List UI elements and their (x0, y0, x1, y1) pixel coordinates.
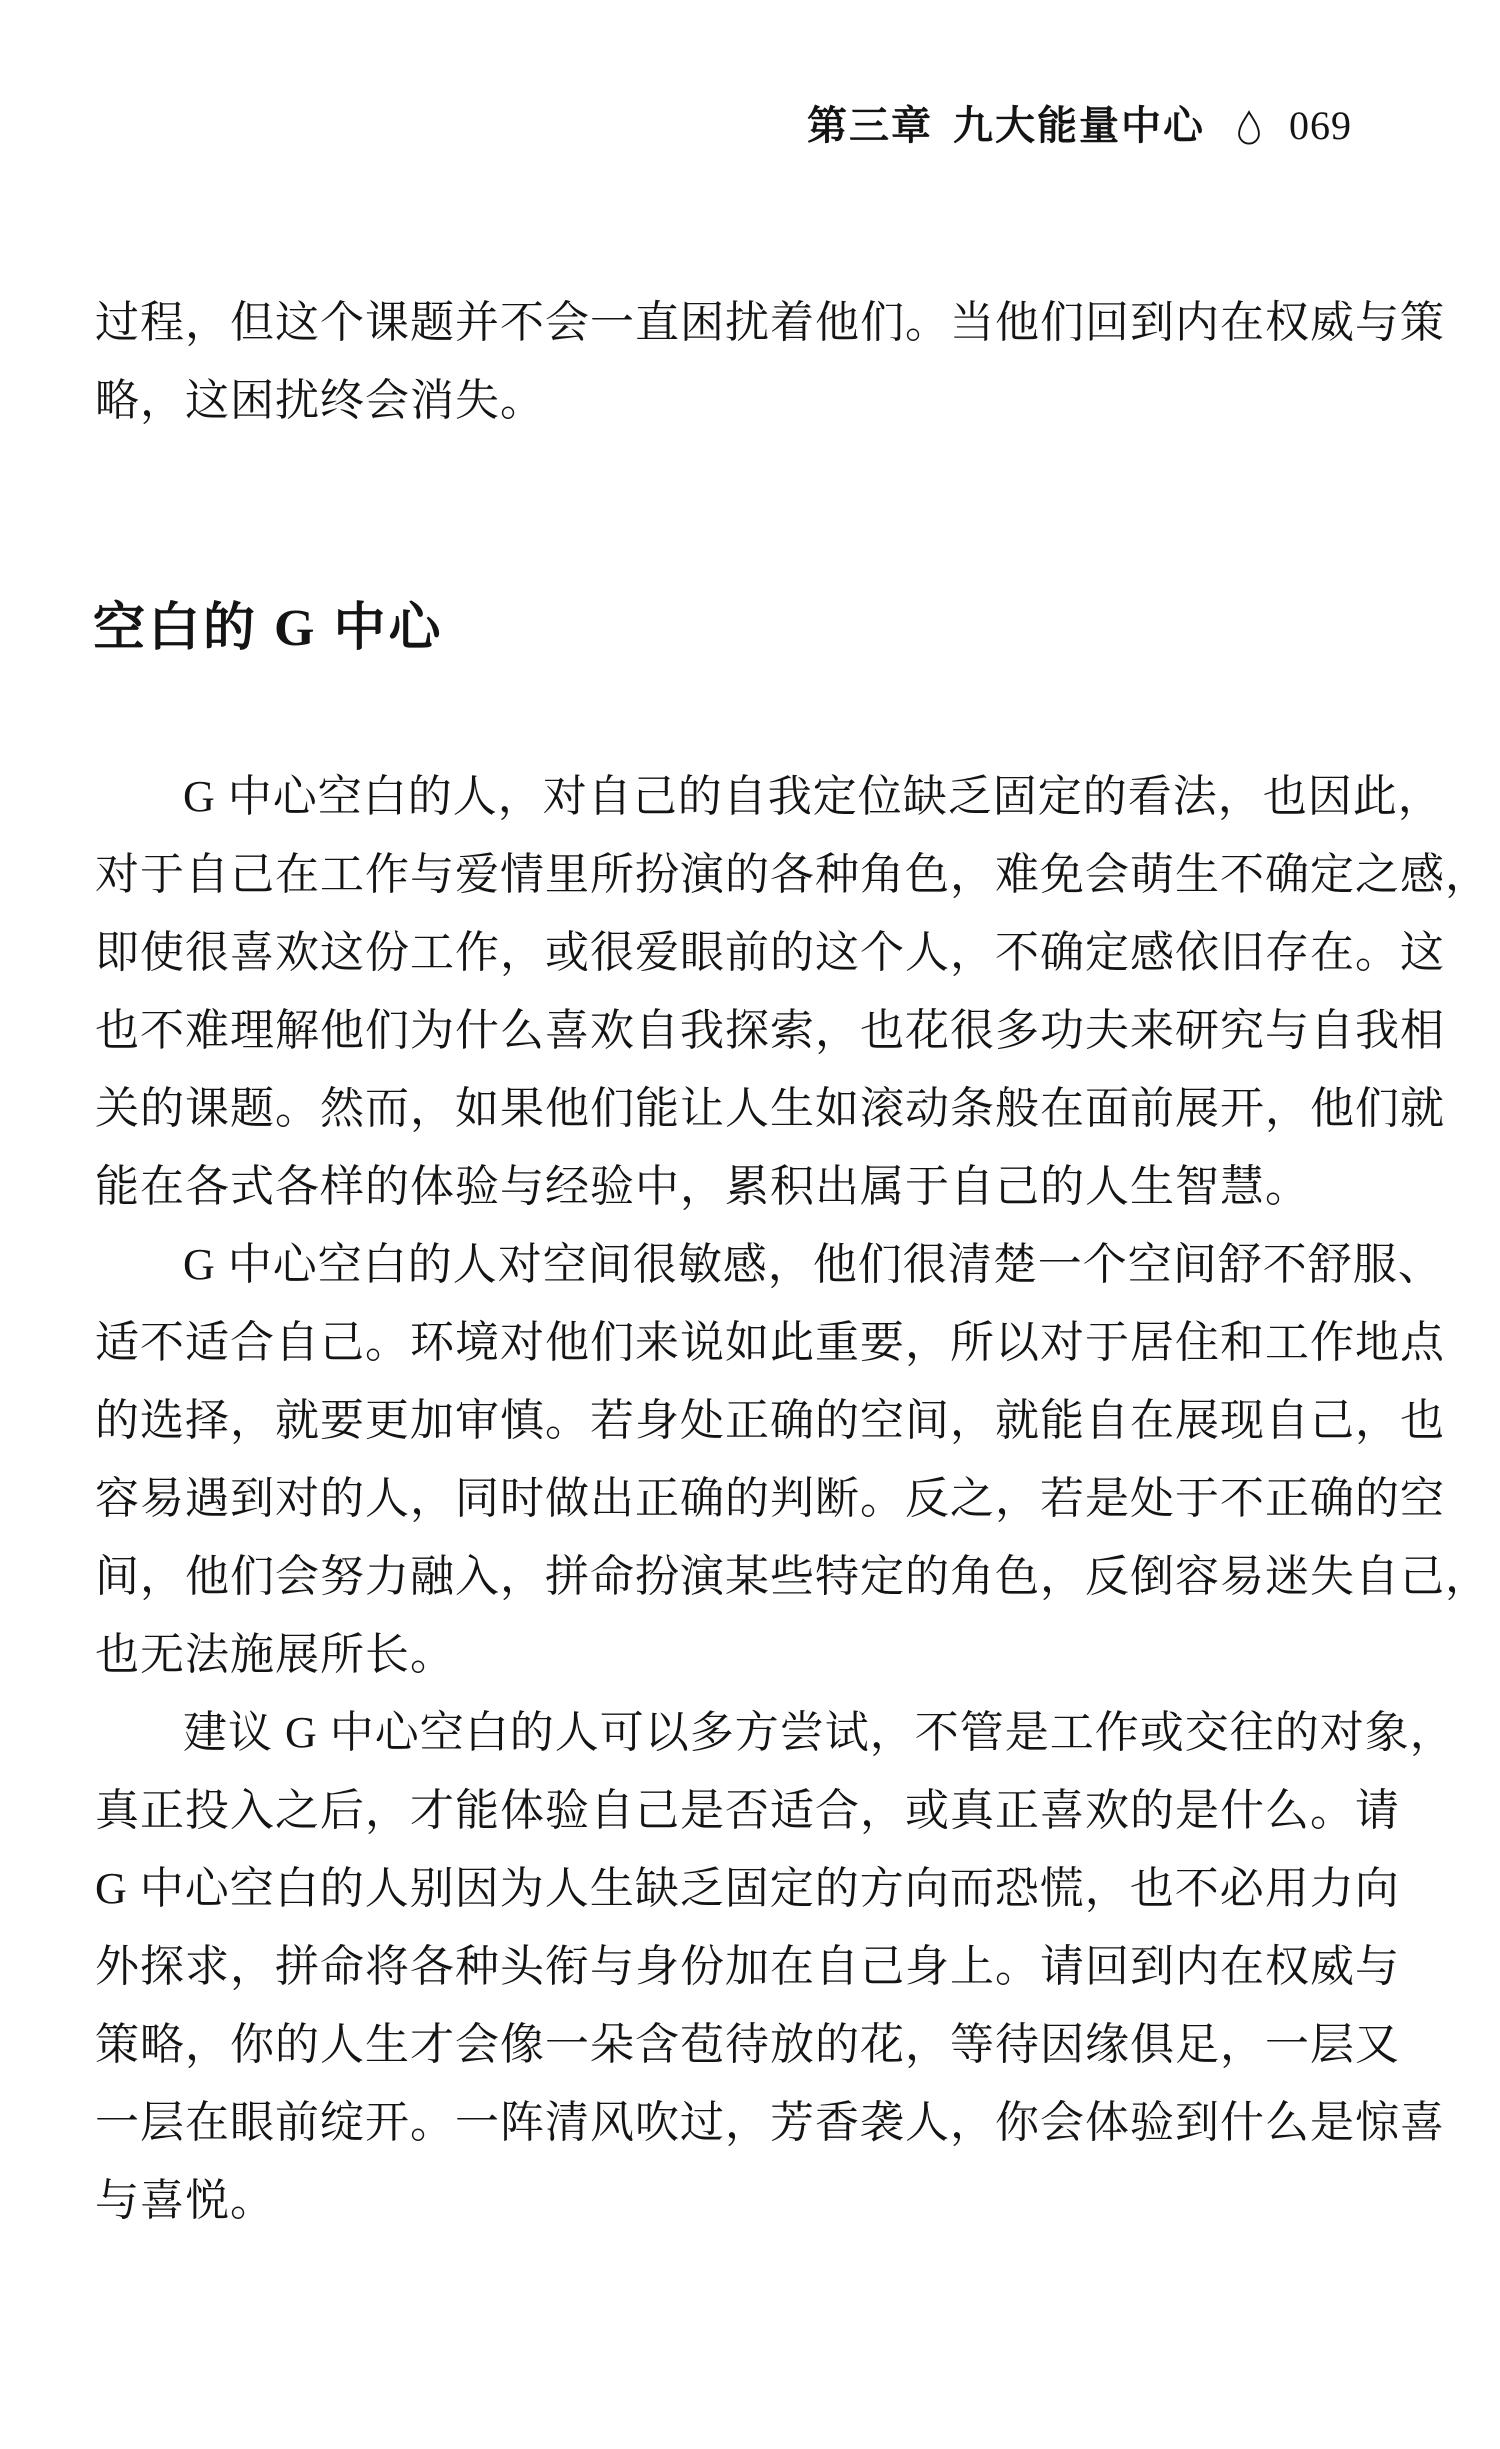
page-number: 069 (1289, 103, 1352, 148)
text-line: 一层在眼前绽开。一阵清风吹过，芳香袭人，你会体验到什么是惊喜 (95, 2098, 1445, 2147)
paragraph (95, 1694, 1455, 2240)
intro-paragraph (95, 284, 1445, 440)
text-line: 即使很喜欢这份工作，或很爱眼前的这个人，不确定感依旧存在。这 (95, 928, 1445, 977)
text-line: 策略，你的人生才会像一朵含苞待放的花，等待因缘俱足，一层又 (95, 2020, 1400, 2069)
text-line: 真正投入之后，才能体验自己是否适合，或真正喜欢的是什么。请 (95, 1786, 1400, 1835)
text-line: G 中心空白的人对空间很敏感，他们很清楚一个空间舒不舒服、 (183, 1240, 1443, 1289)
chapter-title: 九大能量中心 (953, 103, 1205, 148)
text-line: 也不难理解他们为什么喜欢自我探索，也花很多功夫来研究与自我相 (95, 1006, 1445, 1055)
text-line: 容易遇到对的人，同时做出正确的判断。反之，若是处于不正确的空 (95, 1474, 1445, 1523)
text-line: G 中心空白的人，对自己的自我定位缺乏固定的看法，也因此， (183, 772, 1443, 821)
text-line: 外探求，拼命将各种头衔与身份加在自己身上。请回到内在权威与 (95, 1942, 1400, 1991)
text-line: 过程，但这个课题并不会一直困扰着他们。当他们回到内在权威与策 (95, 298, 1445, 347)
text-line: 适不适合自己。环境对他们来说如此重要，所以对于居住和工作地点 (95, 1318, 1445, 1367)
paragraph (95, 1226, 1490, 1694)
page-header (0, 102, 1352, 150)
text-line: 与喜悦。 (95, 2176, 275, 2225)
section-paragraphs (95, 758, 1490, 2240)
text-line: 略，这困扰终会消失。 (95, 376, 545, 425)
text-line: 对于自己在工作与爱情里所扮演的各种角色，难免会萌生不确定之感， (95, 850, 1490, 899)
text-line: 的选择，就要更加审慎。若身处正确的空间，就能自在展现自己，也 (95, 1396, 1445, 1445)
text-line: 关的课题。然而，如果他们能让人生如滚动条般在面前展开，他们就 (95, 1084, 1445, 1133)
text-line: 也无法施展所长。 (95, 1630, 455, 1679)
text-line: 建议 G 中心空白的人可以多方尝试，不管是工作或交往的对象， (183, 1708, 1455, 1757)
water-drop-icon (1235, 110, 1263, 148)
text-line: G 中心空白的人别因为人生缺乏固定的方向而恐慌，也不必用力向 (95, 1864, 1400, 1913)
paragraph (95, 758, 1490, 1226)
section-heading: 空白的 G 中心 (93, 600, 444, 657)
text-line: 能在各式各样的体验与经验中，累积出属于自己的人生智慧。 (95, 1162, 1310, 1211)
chapter-label: 第三章 (807, 103, 933, 148)
text-line: 间，他们会努力融入，拼命扮演某些特定的角色，反倒容易迷失自己， (95, 1552, 1490, 1601)
